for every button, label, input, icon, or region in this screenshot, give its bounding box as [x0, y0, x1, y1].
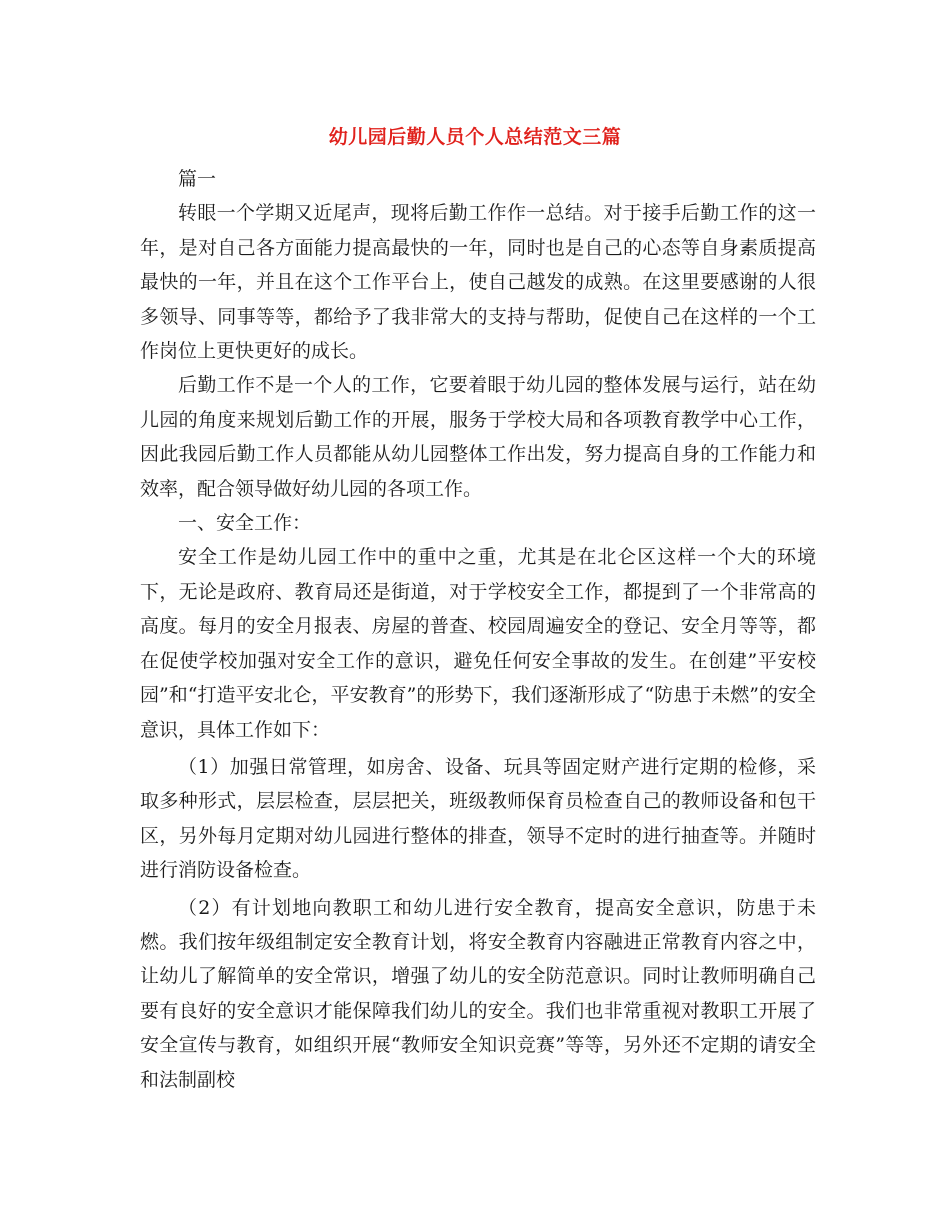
document-body — [140, 162, 816, 1097]
section-label: 篇一 — [178, 168, 217, 190]
paragraph: 安全工作是幼儿园工作中的重中之重，尤其是在北仑区这样一个大的环境下，无论是政府、教育局还是街道，对于学校安全工作，都提到了一个非常高的高度。每月的安全月报表、房屋的普查、校园周遍安全的登记、安全月等等，都在促使学校加强对安全工作的意识，避免任何安全事故的发生。在创建”平安校园”和“打造平安北仑，平安教育”的形势下，我们逐渐形成了“防患于未燃”的安全意识，具体工作如下： — [140, 546, 816, 741]
paragraph: 后勤工作不是一个人的工作，它要着眼于幼儿园的整体发展与运行，站在幼儿园的角度来规划后勤工作的开展，服务于学校大局和各项教育教学中心工作，因此我园后勤工作人员都能从幼儿园整体工作出发，努力提高自身的工作能力和效率，配合领导做好幼儿园的各项工作。 — [140, 374, 816, 500]
list-item: （1）加强日常管理，如房舍、设备、玩具等固定财产进行定期的检修，采取多种形式，层层检查，层层把关，班级教师保育员检查自己的教师设备和包干区，另外每月定期对幼儿园进行整体的排查，领导不定时的进行抽查等。并随时进行消防设备检查。 — [140, 755, 816, 882]
document-title: 幼儿园后勤人员个人总结范文三篇 — [328, 126, 622, 148]
list-item: （2）有计划地向教职工和幼儿进行安全教育，提高安全意识，防患于未燃。我们按年级组制定安全教育计划，将安全教育内容融进正常教育内容之中，让幼儿了解简单的安全常识，增强了幼儿的安全防范意识。同时让教师明确自己要有良好的安全意识才能保障我们幼儿的安全。我们也非常重视对教职工开展了安全宣传与教育，如组织开展“教师安全知识竞赛”等等，另外还不定期的请安全和法制副校 — [140, 896, 816, 1091]
section-heading: 一、安全工作： — [178, 512, 312, 535]
paragraph: 转眼一个学期又近尾声，现将后勤工作作一总结。对于接手后勤工作的这一年，是对自己各方面能力提高最快的一年，同时也是自己的心态等自身素质提高最快的一年，并且在这个工作平台上，使自己越发的成熟。在这里要感谢的人很多领导、同事等等，都给予了我非常大的支持与帮助，促使自己在这样的一个工作岗位上更快更好的成长。 — [140, 202, 816, 363]
